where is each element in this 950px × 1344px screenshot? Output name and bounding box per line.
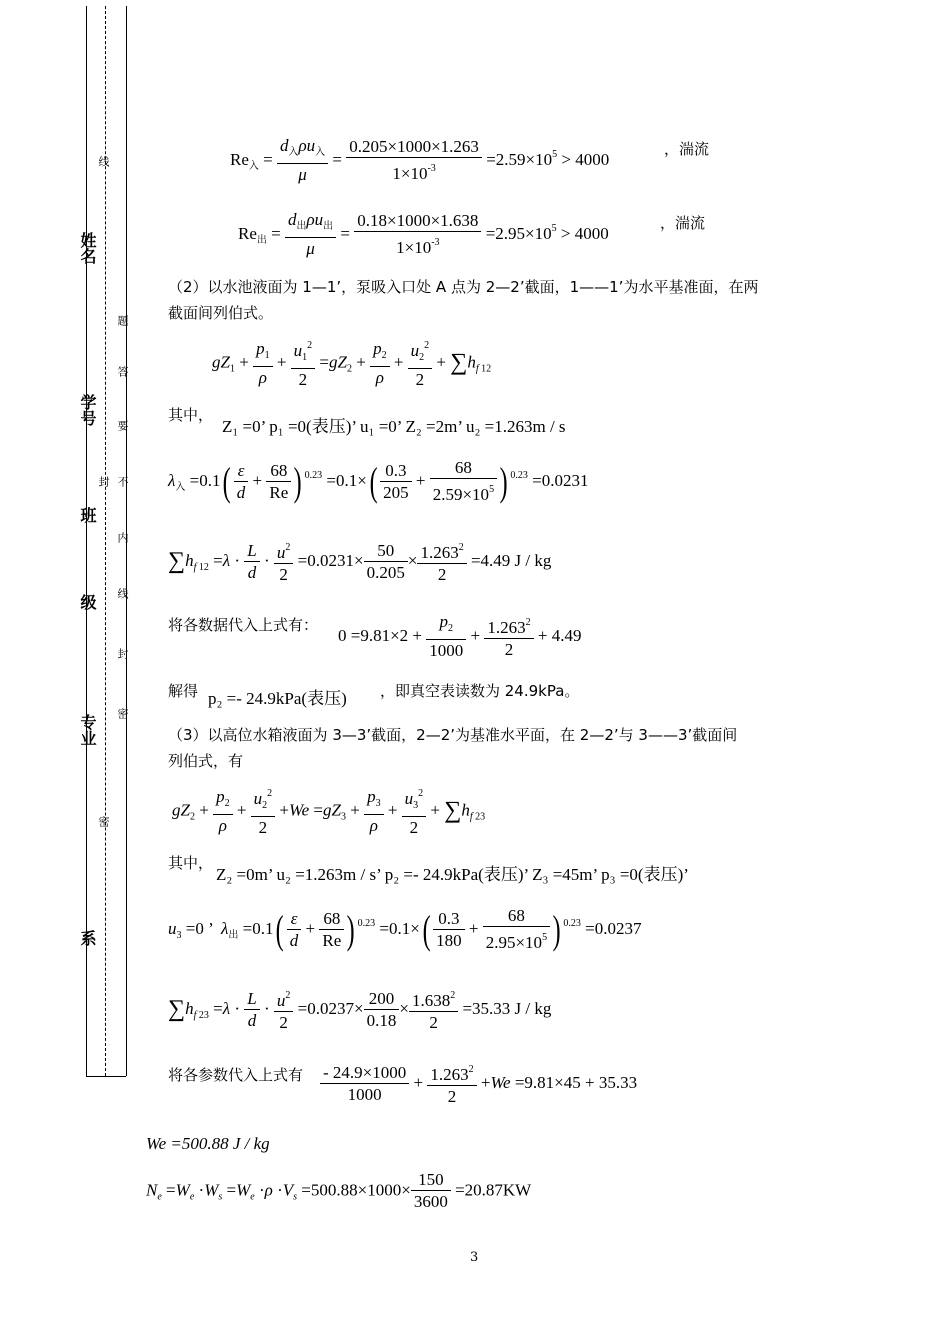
substitute-label-1: 将各数据代入上式有： <box>168 616 319 634</box>
step2-text-line1: （2）以水池液面为 1—1’，泵吸入口处 A 点为 2—2’截面，1——1’为水平基准面，在两 <box>168 278 759 296</box>
we-result: We =500.88 J / kg <box>146 1134 270 1153</box>
bernoulli-eq-2: $gZ_2$ + $\frac{p_2}{\rho}$ + $\frac{u_2^2}{2}$ $+We =gZ_3$ + $\frac{p_3}{\rho}$ + $\frac{u_3^2}{2}$ + $\sum h_{f 23}$ <box>172 784 485 839</box>
margin-line-1 <box>86 6 87 1076</box>
seal-char: 题 <box>116 315 129 326</box>
conditions-1: Z₁ =0’ p₁ =0(表压)’ u₁ =0’ Z₂ =2m’ u₂ =1.263m / s <box>222 417 566 436</box>
head-loss-23-equation: $\sum h_{f 23} =\lambda$ · $\frac{L}{d}$ · $\frac{u^2}{2}$ =0.0237× $\frac{200}{0.18}$ × $\frac{1.638^2}{2}$ =35.33 J / kg <box>168 986 551 1034</box>
label-department: 系 <box>78 930 97 946</box>
seal-char: 线 <box>97 156 110 167</box>
seal-char: 密 <box>116 708 129 719</box>
seal-char: 答 <box>116 366 129 377</box>
seal-char: 要 <box>116 420 129 431</box>
re-outlet-equation: $Re_出$ = $\frac{d_出\rho u_出}{\mu}$ = $\frac{0.18\times 1000\times 1.638}{1\times 10^{-3}}$ $=2.95\times 10^5 > 4000$ <box>238 210 609 258</box>
solve-label: 解得 <box>168 682 199 700</box>
power-equation: $N_e =W_e \cdot W_s =W_e \cdot\rho \cdot V_s =500.88\times 1000\times$ $\frac{150}{3600}$ =20.87KW <box>146 1170 532 1211</box>
among-label-1: 其中， <box>168 406 214 424</box>
substitute-equation-1: 0 =9.81×2 + $\frac{p_2}{1000}$ + $\frac{1.263^2}{2}$ + 4.49 <box>338 612 582 660</box>
lambda-inlet-equation: $\lambda_入 =0.1$( $\frac{\varepsilon}{d}$ + $\frac{68}{Re}$ ) $^{0.23}$ =0.1×( $\frac{0.3}{205}$ + $\frac{68}{2.59\times 10^5}$ ) $^{0.23}$ =0.0231 <box>168 458 589 504</box>
re-inlet-equation: $Re_入$ = $\frac{d_入\rho u_入}{\mu}$ = $\frac{0.205\times 1000\times 1.263}{1\times 10^{-3}}$ $=2.59\times 10^5 > 4000$ <box>230 136 610 184</box>
conditions-2: Z₂ =0m’ u₂ =1.263m / s’ p₂ =- 24.9kPa(表压)’ Z₃ =45m’ p₃ =0(表压)’ <box>216 865 689 884</box>
seal-char: 线 <box>116 588 129 599</box>
seal-char: 内 <box>116 532 129 543</box>
step3-text-line1: （3）以高位水箱液面为 3—3’截面，2—2’为基准水平面，在 2—2’与 3——3’截面间 <box>168 726 738 744</box>
seal-char: 封 <box>116 648 129 659</box>
step3-text-line2: 列伯式，有 <box>168 752 244 770</box>
lambda-outlet-equation: $u_3 =0$ ’ $\lambda_出 =0.1$( $\frac{\varepsilon}{d}$ + $\frac{68}{Re}$ ) $^{0.23}$ =0.1×( $\frac{0.3}{180}$ + $\frac{68}{2.95\times 10^5}$ ) $^{0.23}$ =0.0237 <box>168 906 642 952</box>
among-label-2: 其中， <box>168 854 214 872</box>
solve-value: p₂ =- 24.9kPa(表压) <box>208 689 347 708</box>
bernoulli-eq-1: $gZ_1$ + $\frac{p_1}{\rho}$ + $\frac{u_1^2}{2}$ $=gZ_2$ + $\frac{p_2}{\rho}$ + $\frac{u_2^2}{2}$ + $\sum h_{f 12}$ <box>212 336 491 391</box>
re-outlet-flow-type: ，湍流 <box>660 214 706 232</box>
re-inlet-flow-type: ，湍流 <box>664 140 710 158</box>
margin-tick <box>86 1076 126 1077</box>
solve-conclusion: ，即真空表读数为 24.9kPa。 <box>380 682 580 700</box>
substitute-label-2: 将各参数代入上式有 <box>168 1066 304 1084</box>
seal-char: 不 <box>116 476 129 487</box>
label-student-id: 学号 <box>78 394 97 426</box>
substitute-equation-2: $\frac{- 24.9\times 1000}{1000}$ + $\frac{1.263^2}{2}$ +We =9.81×45 + 35.33 <box>320 1060 637 1108</box>
step2-text-line2: 截面间列伯式。 <box>168 304 274 322</box>
page-number: 3 <box>470 1250 479 1265</box>
head-loss-12-equation: $\sum h_{f 12} =\lambda$ · $\frac{L}{d}$ · $\frac{u^2}{2}$ =0.0231× $\frac{50}{0.205}$ × $\frac{1.263^2}{2}$ =4.49 J / kg <box>168 538 551 586</box>
label-class-2: 级 <box>78 594 97 610</box>
label-name: 姓名 <box>78 232 97 264</box>
seal-char: 密 <box>97 816 110 827</box>
label-major: 专业 <box>78 714 97 746</box>
label-class-1: 班 <box>78 507 97 523</box>
seal-char: 封 <box>97 476 110 487</box>
